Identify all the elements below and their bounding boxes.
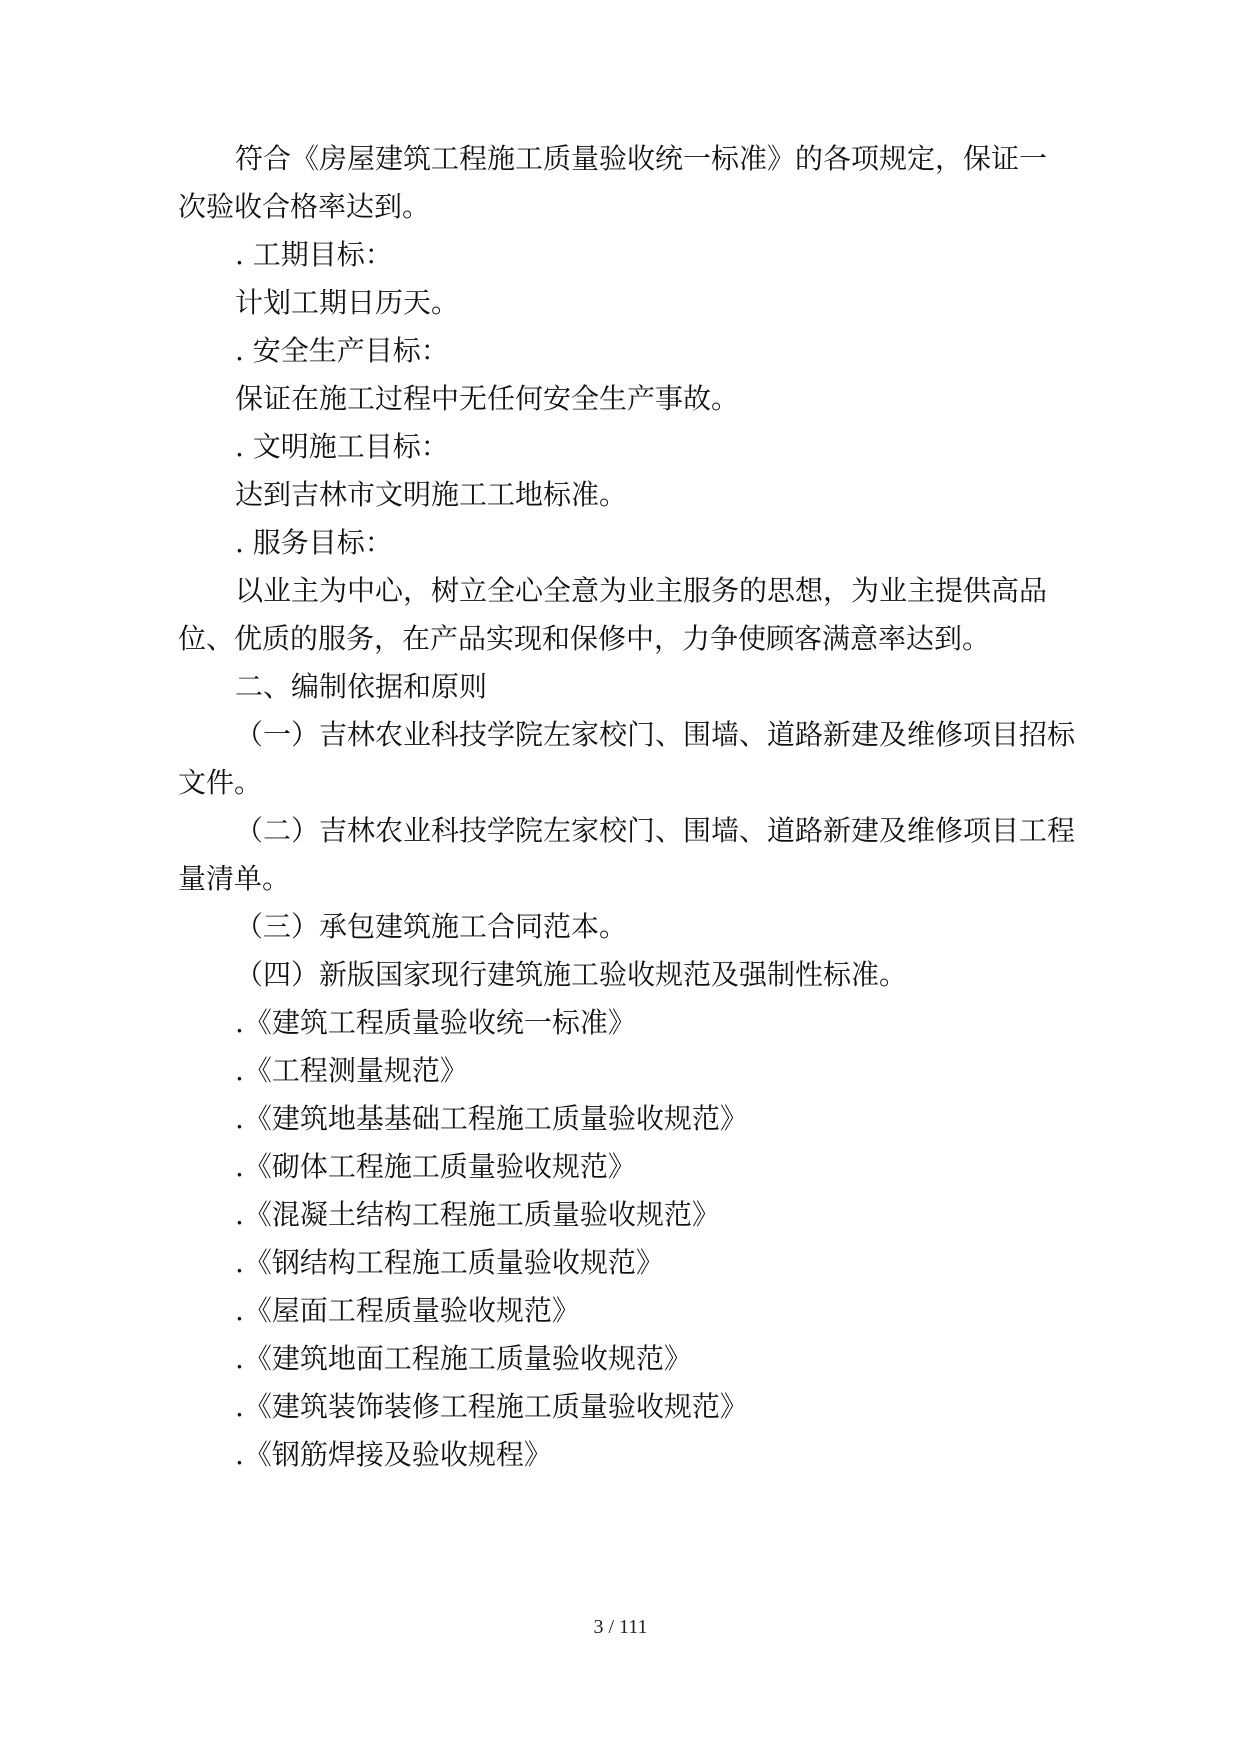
civilized-construction-target-text: 达到吉林市文明施工工地标准。 <box>235 478 628 511</box>
service-target-heading: . 服务目标： <box>235 526 393 559</box>
section-heading-basis-and-principles: 二、编制依据和原则 <box>235 670 488 703</box>
standard-list-item: .《工程测量规范》 <box>235 1054 468 1087</box>
schedule-target-text: 计划工期日历天。 <box>235 286 460 319</box>
basis-item-2-line-2: 量清单。 <box>178 862 291 895</box>
standard-list-item: .《钢筋焊接及验收规程》 <box>235 1438 552 1471</box>
quality-target-text-line-2: 次验收合格率达到。 <box>178 190 431 223</box>
basis-item-2-line-1: （二）吉林农业科技学院左家校门、围墙、道路新建及维修项目工程 <box>235 814 1076 847</box>
basis-item-3: （三）承包建筑施工合同范本。 <box>235 910 628 943</box>
safety-target-text: 保证在施工过程中无任何安全生产事故。 <box>235 382 740 415</box>
quality-target-text-line-1: 符合《房屋建筑工程施工质量验收统一标准》的各项规定，保证一 <box>235 142 1048 175</box>
service-target-text-line-2: 位、优质的服务，在产品实现和保修中，力争使顾客满意率达到。 <box>178 622 991 655</box>
schedule-target-heading: . 工期目标： <box>235 238 393 271</box>
standard-list-item: .《建筑地面工程施工质量验收规范》 <box>235 1342 692 1375</box>
basis-item-4: （四）新版国家现行建筑施工验收规范及强制性标准。 <box>235 958 908 991</box>
standard-list-item: .《钢结构工程施工质量验收规范》 <box>235 1246 664 1279</box>
standard-list-item: .《建筑装饰装修工程施工质量验收规范》 <box>235 1390 748 1423</box>
standard-list-item: .《砌体工程施工质量验收规范》 <box>235 1150 636 1183</box>
service-target-text-line-1: 以业主为中心，树立全心全意为业主服务的思想，为业主提供高品 <box>235 574 1048 607</box>
standard-list-item: .《混凝土结构工程施工质量验收规范》 <box>235 1198 720 1231</box>
standard-list-item: .《建筑地基基础工程施工质量验收规范》 <box>235 1102 748 1135</box>
standard-list-item: .《屋面工程质量验收规范》 <box>235 1294 580 1327</box>
standard-list-item: .《建筑工程质量验收统一标准》 <box>235 1006 636 1039</box>
page-number: 3 / 111 <box>593 1616 648 1638</box>
civilized-construction-target-heading: . 文明施工目标： <box>235 430 449 463</box>
safety-target-heading: . 安全生产目标： <box>235 334 449 367</box>
basis-item-1-line-1: （一）吉林农业科技学院左家校门、围墙、道路新建及维修项目招标 <box>235 718 1076 751</box>
basis-item-1-line-2: 文件。 <box>178 766 263 799</box>
